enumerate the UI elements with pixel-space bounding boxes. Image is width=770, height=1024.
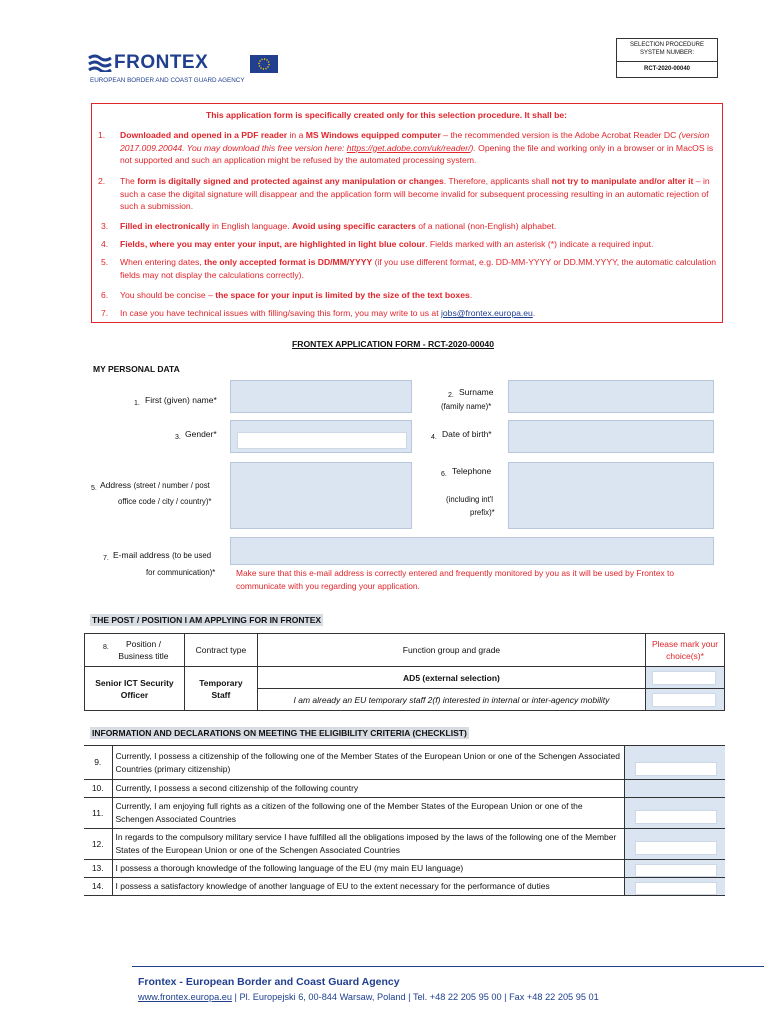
notice-item-2: 2. The form is digitally signed and protected against any manipulation or changes. Therefore, applicants shall not try to manipulate and/or alter it – in such a case the digital signature will disappear and the application form will become invalid for subsequent processing resulting in an automatic rejection of such a submission. [98, 176, 710, 211]
row-answer-cell [624, 829, 725, 860]
choice-mobility-cell [646, 689, 725, 711]
selection-box-line2: SYSTEM NUMBER: [639, 50, 694, 56]
eligibility-section-title: INFORMATION AND DECLARATIONS ON MEETING THE ELIGIBILITY CRITERIA (CHECKLIST) [92, 728, 467, 738]
first-name-label: First (given) name* [145, 395, 217, 405]
row-num: 10. [84, 780, 112, 798]
dob-label: Date of birth* [442, 429, 492, 439]
eu-flag-icon [250, 55, 278, 73]
table-row [84, 746, 725, 780]
logo-subtitle: EUROPEAN BORDER AND COAST GUARD AGENCY [90, 77, 245, 84]
row-num: 13. [84, 860, 112, 878]
field-num: 4. [431, 434, 437, 441]
dob-input[interactable] [508, 420, 714, 453]
footer-rule [132, 966, 764, 967]
field-num: 7. [103, 555, 109, 562]
frontex-waves-icon [88, 54, 112, 72]
position-section-title: THE POST / POSITION I AM APPLYING FOR IN FRONTEX [92, 615, 322, 625]
notice-num: 5. [101, 257, 109, 267]
row-answer-cell [624, 860, 725, 878]
email-sub: for communication)* [146, 568, 216, 577]
logo-text: FRONTEX [114, 52, 209, 73]
notice-num: 4. [101, 239, 109, 249]
notice-num: 6. [101, 290, 109, 300]
footer-website-link[interactable]: www.frontex.europa.eu [138, 992, 232, 1002]
row-num: 14. [84, 878, 112, 896]
row-text: In regards to the compulsory military service I have fulfilled all the obligations imposed by the laws of the following one of the Member States of the European Union or one of the Schengen Associated Countries [112, 829, 624, 860]
notice-title: This application form is specifically created only for this selection procedure. It shall be: [206, 110, 568, 120]
main-language-select[interactable] [635, 864, 717, 877]
adobe-reader-link[interactable]: https://get.adobe.com/uk/reader/ [346, 142, 471, 153]
row-answer-cell [624, 798, 725, 829]
email-label: E-mail address (to be used [113, 550, 212, 560]
field-num: 1. [134, 400, 140, 407]
phone-label: Telephone [452, 466, 492, 476]
choice-ad5-cell [646, 667, 725, 689]
table-row [84, 878, 725, 896]
field-num: 6. [441, 471, 447, 478]
gender-label: Gender* [185, 429, 217, 439]
footer-agency: Frontex - European Border and Coast Guard Agency [138, 976, 400, 988]
row-answer-cell [624, 746, 725, 780]
first-name-input[interactable] [230, 380, 412, 413]
full-rights-select[interactable] [635, 810, 717, 824]
surname-input[interactable] [508, 380, 714, 413]
gender-select[interactable] [230, 420, 412, 453]
position-value: Senior ICT Security Officer [85, 667, 185, 711]
second-language-select[interactable] [635, 882, 717, 895]
form-title: FRONTEX APPLICATION FORM - RCT-2020-00040 [292, 339, 494, 349]
table-row [84, 798, 725, 829]
position-table [84, 633, 725, 711]
email-note: Make sure that this e-mail address is correctly entered and frequently monitored by you as it will be used by Frontex to communicate with you regarding your application. [236, 568, 675, 591]
notice-item-6: 6. You should be concise – the space for your input is limited by the size of the text boxes. [101, 290, 473, 300]
notice-item-5: 5. When entering dates, the only accepted format is DD/MM/YYYY (if you use different format, e.g. DD-MM-YYYY or DD.MM.YYYY, the automatic calculation fields may not display the calculations correctly). [101, 257, 717, 280]
gender-select-inner[interactable] [237, 432, 407, 449]
selection-box-label [617, 41, 717, 57]
choice-ad5-checkbox[interactable] [652, 671, 716, 685]
row-text: I possess a satisfactory knowledge of another language of EU to the extent necessary for the performance of duties [112, 878, 624, 896]
table-row [84, 829, 725, 860]
jobs-email-link[interactable]: jobs@frontex.europa.eu [440, 308, 533, 318]
footer-address: | Pl. Europejski 6, 00-844 Warsaw, Poland | Tel. +48 22 205 95 00 | Fax +48 22 205 95 01 [231, 992, 599, 1002]
row-num: 9. [84, 746, 112, 780]
field-num: 3. [175, 434, 181, 441]
selection-box-line1: SELECTION PROCEDURE [629, 42, 704, 48]
field-num: 5. [91, 485, 97, 492]
notice-item-1: 1. Downloaded and opened in a PDF reader in a MS Windows equipped computer – the recommended version is the Adobe Acrobat Reader DC (version 2017.009.20044. You may download this free version here: https://get.adobe.com/uk/reader/). Opening the file and working only in a browser or in MacOS is not supported and such an application might be refused by the automated processing system. [98, 130, 714, 165]
phone-sub2: prefix)* [470, 508, 495, 517]
field-num: 8. [103, 644, 109, 651]
frontex-logo [88, 52, 288, 86]
notice-item-4: 4. Fields, where you may enter your input, are highlighted in light blue colour. Fields marked with an asterisk (*) indicate a required input. [101, 239, 654, 249]
row-text: Currently, I possess a second citizenship of the following country [112, 780, 624, 798]
notice-num: 3. [101, 221, 109, 231]
military-service-select[interactable] [635, 841, 717, 855]
table-row [84, 780, 725, 798]
eligibility-table [84, 745, 725, 896]
notice-num: 7. [101, 308, 109, 318]
selection-number-box [616, 38, 718, 78]
row-text: I possess a thorough knowledge of the following language of the EU (my main EU language) [112, 860, 624, 878]
grade-col-head: Function group and grade [257, 634, 645, 667]
personal-section-title: MY PERSONAL DATA [93, 364, 180, 374]
notice-item-3: 3. Filled in electronically in English language. Avoid using specific caracters of a national (non-English) alphabet. [101, 221, 557, 231]
citizenship-select[interactable] [635, 762, 717, 776]
address-label: Address (street / number / post [100, 480, 210, 490]
email-input[interactable] [230, 537, 714, 565]
table-row [84, 860, 725, 878]
second-citizenship-input[interactable] [624, 780, 725, 798]
position-col-head: Position / Business title [118, 639, 169, 661]
field-num: 2. [448, 392, 454, 399]
row-text: Currently, I am enjoying full rights as a citizen of the following one of the Member States of the European Union or one of the Schengen Associated Countries [112, 798, 624, 829]
row-text: Currently, I possess a citizenship of the following one of the Member States of the European Union or one of the Schengen Associated Countries (primary citizenship) [112, 746, 624, 780]
phone-input[interactable] [508, 462, 714, 529]
row-num: 12. [84, 829, 112, 860]
surname-sub: (family name)* [441, 402, 492, 411]
footer-contact [138, 992, 599, 1002]
notice-num: 1. [98, 130, 106, 140]
row-num: 11. [84, 798, 112, 829]
grade-value: AD5 (external selection) [257, 667, 645, 689]
contract-col-head: Contract type [184, 634, 257, 667]
notice-num: 2. [98, 176, 106, 186]
contract-value: Temporary Staff [184, 667, 257, 711]
staff-note: I am already an EU temporary staff 2(f) interested in internal or inter-agency mobility [257, 689, 645, 711]
row-answer-cell [624, 878, 725, 896]
choice-mobility-checkbox[interactable] [652, 693, 716, 707]
notice-item-7: 7. In case you have technical issues with filling/saving this form, you may write to us at jobs@frontex.europa.eu. [101, 308, 536, 318]
choice-col-head: Please mark your choice(s)* [646, 634, 725, 667]
surname-label: Surname [459, 387, 494, 397]
address-sub: office code / city / country)* [118, 497, 212, 506]
address-input[interactable] [230, 462, 412, 529]
selection-number: RCT-2020-00040 [643, 66, 691, 72]
phone-sub1: (including int'l [446, 495, 493, 504]
